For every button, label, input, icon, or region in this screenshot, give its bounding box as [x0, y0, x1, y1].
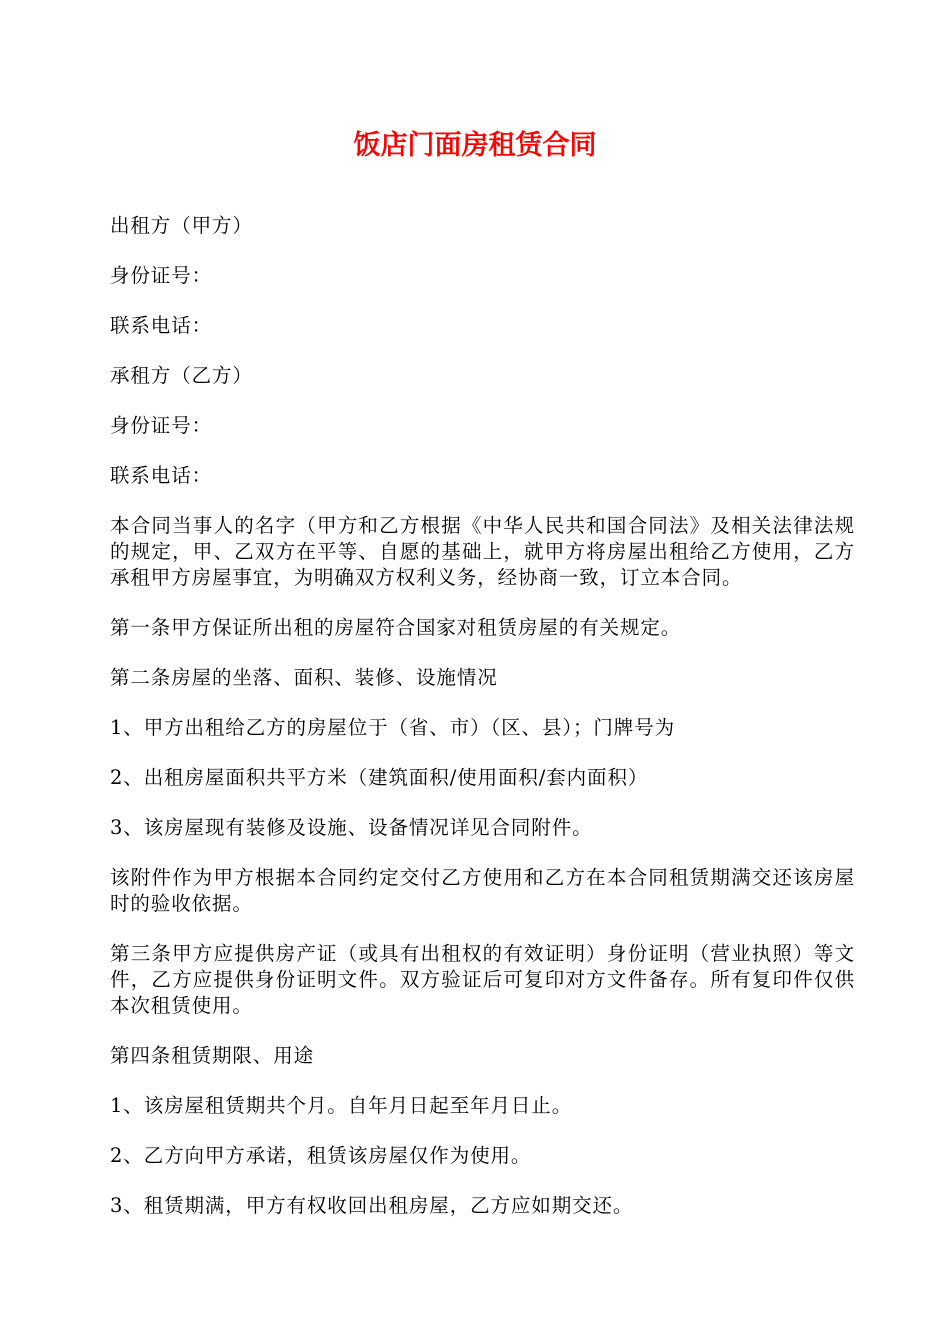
paragraph-lessor: 出租方（甲方） — [110, 214, 253, 237]
paragraph-attachment-note: 该附件作为甲方根据本合同约定交付乙方使用和乙方在本合同租赁期满交还该房屋时的验收依据。 — [110, 866, 855, 915]
paragraph-lessee-phone: 联系电话： — [110, 464, 213, 487]
paragraph-article-2-item-2: 2、出租房屋面积共平方米（建筑面积/使用面积/套内面积） — [110, 766, 649, 789]
paragraph-lessor-id: 身份证号： — [110, 264, 213, 287]
paragraph-lessor-phone: 联系电话： — [110, 314, 213, 337]
paragraph-article-4-item-3: 3、租赁期满，甲方有权收回出租房屋，乙方应如期交还。 — [110, 1194, 634, 1217]
paragraph-article-4-item-2: 2、乙方向甲方承诺，租赁该房屋仅作为使用。 — [110, 1144, 532, 1167]
paragraph-lessee: 承租方（乙方） — [110, 364, 253, 387]
contract-body — [110, 213, 855, 1243]
paragraph-article-2-item-3: 3、该房屋现有装修及设施、设备情况详见合同附件。 — [110, 816, 593, 839]
paragraph-article-1: 第一条甲方保证所出租的房屋符合国家对租赁房屋的有关规定。 — [110, 616, 682, 639]
paragraph-preamble: 本合同当事人的名字（甲方和乙方根据《中华人民共和国合同法》及相关法律法规的规定，甲、乙双方在平等、自愿的基础上，就甲方将房屋出租给乙方使用，乙方承租甲方房屋事宜，为明确双方权利义务，经协商一致，订立本合同。 — [110, 514, 855, 589]
page-title: 饭店门面房租赁合同 — [353, 130, 597, 161]
paragraph-article-4: 第四条租赁期限、用途 — [110, 1044, 315, 1067]
paragraph-lessee-id: 身份证号： — [110, 414, 213, 437]
paragraph-article-2: 第二条房屋的坐落、面积、装修、设施情况 — [110, 666, 498, 689]
paragraph-article-4-item-1: 1、该房屋租赁期共个月。自年月日起至年月日止。 — [110, 1094, 573, 1117]
paragraph-article-3: 第三条甲方应提供房产证（或具有出租权的有效证明）身份证明（营业执照）等文件，乙方应提供身份证明文件。双方验证后可复印对方文件备存。所有复印件仅供本次租赁使用。 — [110, 942, 855, 1017]
paragraph-article-2-item-1: 1、甲方出租给乙方的房屋位于（省、市）（区、县）；门牌号为 — [110, 716, 676, 739]
